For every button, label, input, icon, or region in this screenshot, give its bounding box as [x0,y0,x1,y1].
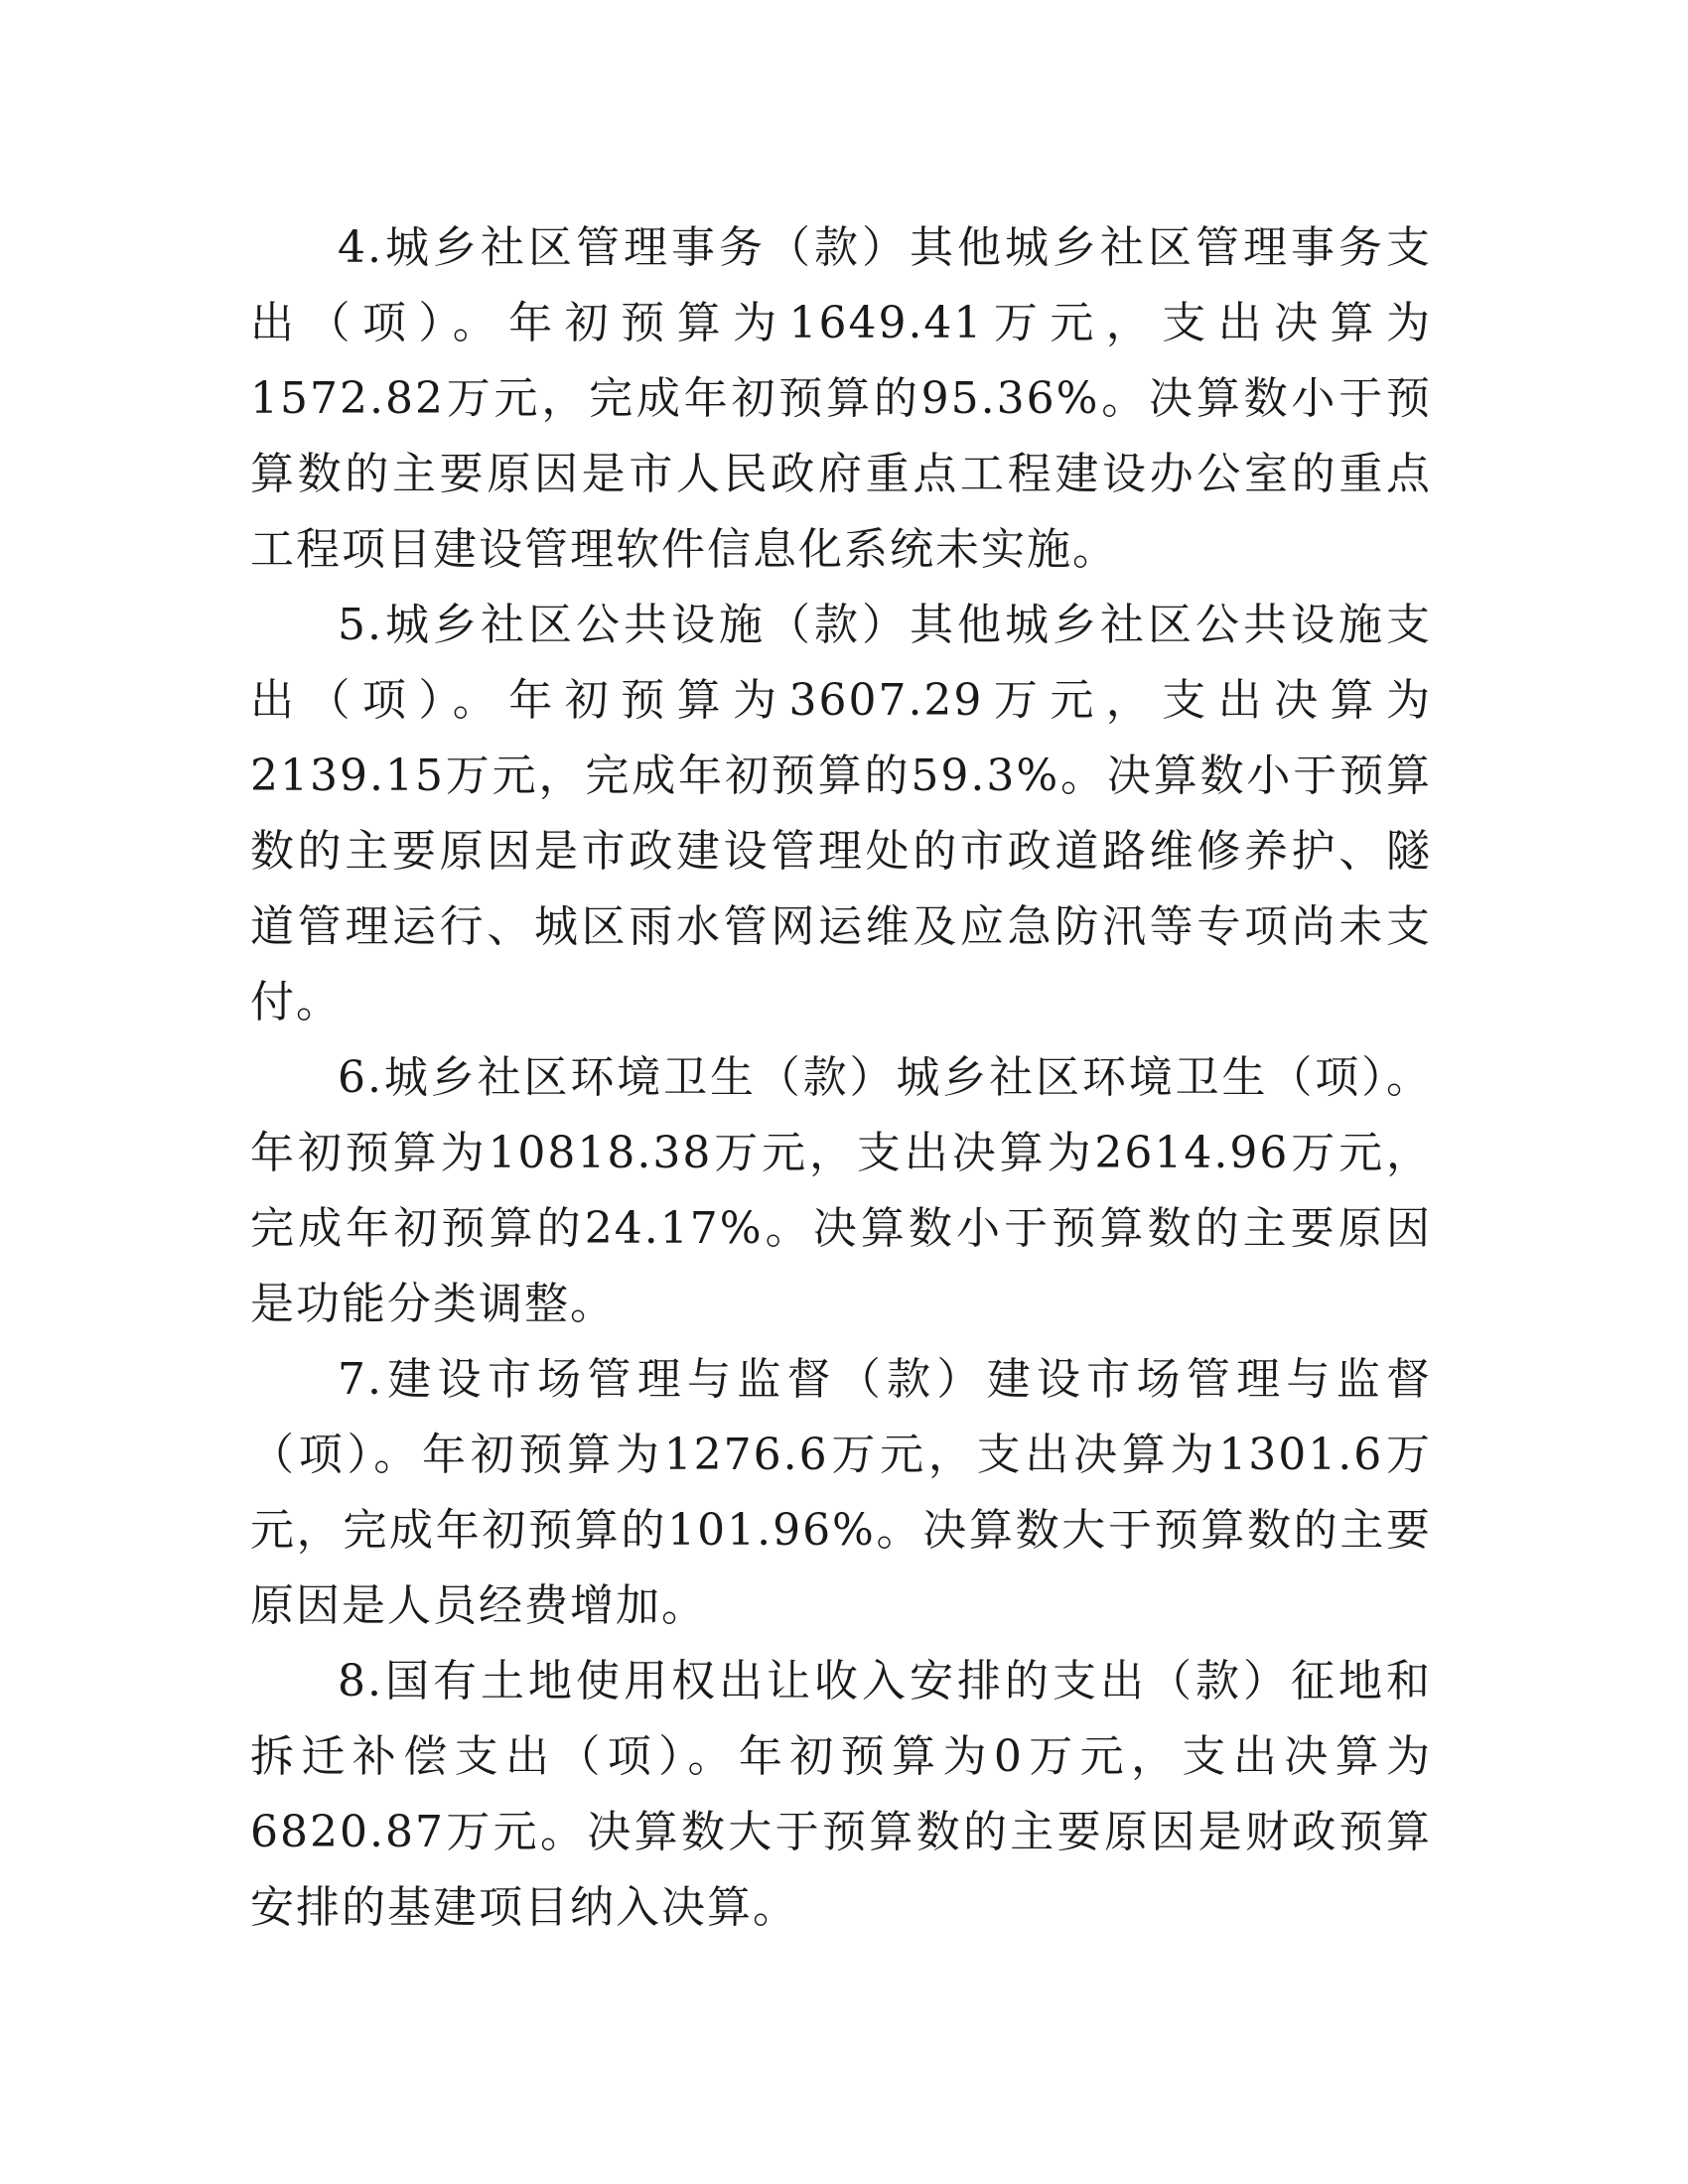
paragraph-item-8: 8.国有土地使用权出让收入安排的支出（款）征地和拆迁补偿支出（项）。年初预算为0万元，支出决算为6820.87万元。决算数大于预算数的主要原因是财政预算安排的基建项目纳入决算。 [250,1656,1432,1933]
document-body [250,210,1432,1946]
paragraph-item-5: 5.城乡社区公共设施（款）其他城乡社区公共设施支出（项）。年初预算为3607.29万元，支出决算为2139.15万元，完成年初预算的59.3%。决算数小于预算数的主要原因是市政建设管理处的市政道路维修养护、隧道管理运行、城区雨水管网运维及应急防汛等专项尚未支付。 [250,600,1432,1027]
paragraph-item-6: 6.城乡社区环境卫生（款）城乡社区环境卫生（项）。年初预算为10818.38万元，支出决算为2614.96万元，完成年初预算的24.17%。决算数小于预算数的主要原因是功能分类调整。 [250,1052,1432,1329]
paragraph-item-7: 7.建设市场管理与监督（款）建设市场管理与监督（项）。年初预算为1276.6万元，支出决算为1301.6万元，完成年初预算的101.96%。决算数大于预算数的主要原因是人员经费增加。 [250,1354,1432,1631]
paragraph-item-4: 4.城乡社区管理事务（款）其他城乡社区管理事务支出（项）。年初预算为1649.41万元，支出决算为1572.82万元，完成年初预算的95.36%。决算数小于预算数的主要原因是市人民政府重点工程建设办公室的重点工程项目建设管理软件信息化系统未实施。 [250,222,1432,575]
